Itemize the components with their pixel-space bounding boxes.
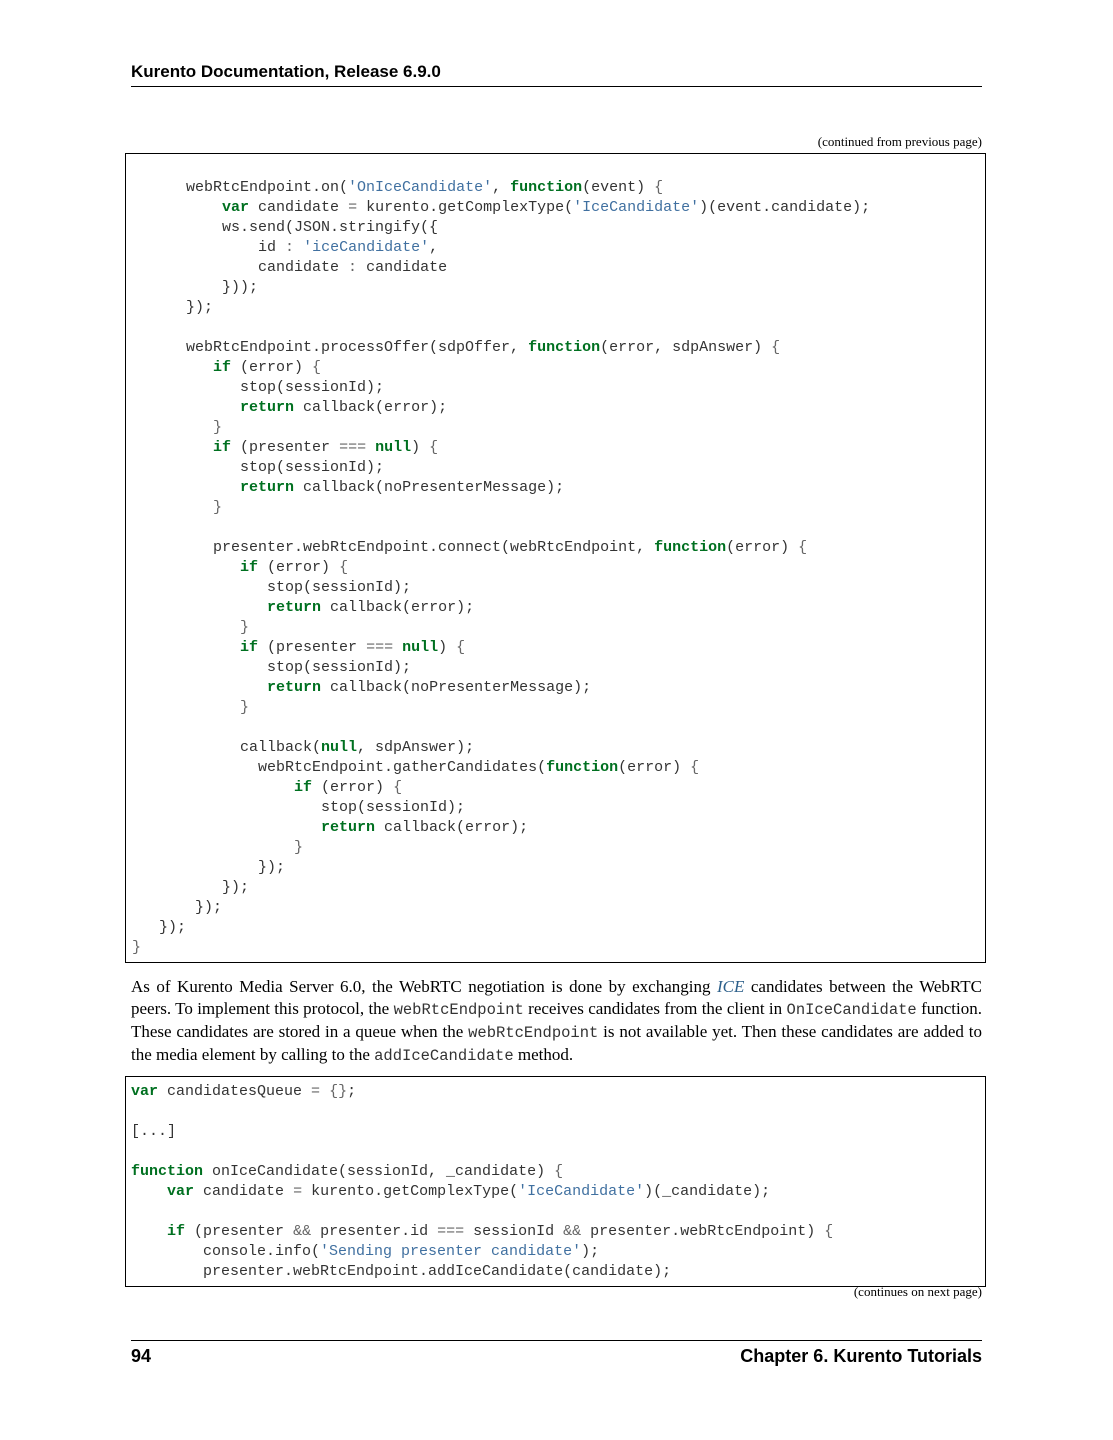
code-line bbox=[132, 839, 303, 856]
code-line bbox=[132, 799, 465, 816]
code-keyword: if bbox=[240, 639, 259, 656]
code-line bbox=[131, 1163, 563, 1180]
paragraph-text: method. bbox=[513, 1045, 574, 1064]
code-text: (error, sdpAnswer) bbox=[600, 339, 772, 356]
inline-code: webRtcEndpoint bbox=[393, 1001, 524, 1019]
code-keyword: if bbox=[213, 439, 232, 456]
code-text bbox=[393, 639, 402, 656]
code-text: kurento.getComplexType( bbox=[302, 1183, 519, 1200]
code-line bbox=[132, 499, 222, 516]
code-text: stop(sessionId); bbox=[132, 579, 412, 596]
code-text bbox=[132, 499, 213, 516]
code-keyword: return bbox=[267, 599, 322, 616]
continues-on-note: (continues on next page) bbox=[853, 1284, 982, 1299]
code-text bbox=[132, 439, 213, 456]
code-operator: { bbox=[554, 1163, 564, 1180]
code-text bbox=[131, 1183, 167, 1200]
code-operator: { bbox=[393, 779, 403, 796]
code-line bbox=[132, 679, 591, 696]
code-text: }); bbox=[132, 299, 214, 316]
code-keyword: function bbox=[131, 1163, 204, 1180]
code-text bbox=[132, 599, 267, 616]
code-block-websocket-handler bbox=[125, 153, 986, 963]
code-keyword: return bbox=[321, 819, 376, 836]
code-line bbox=[132, 579, 411, 596]
code-text: webRtcEndpoint.processOffer(sdpOffer, bbox=[132, 339, 529, 356]
code-keyword: return bbox=[267, 679, 322, 696]
code-text: (presenter bbox=[258, 639, 367, 656]
code-string: 'Sending presenter candidate' bbox=[320, 1243, 582, 1260]
code-operator: } bbox=[213, 419, 223, 436]
code-string: 'IceCandidate' bbox=[518, 1183, 645, 1200]
code-keyword: var bbox=[167, 1183, 195, 1200]
code-text: ) bbox=[438, 639, 457, 656]
code-text: presenter.webRtcEndpoint.addIceCandidate(candidate); bbox=[131, 1263, 672, 1280]
paragraph-text: As of Kurento Media Server 6.0, the WebRTC negotiation is done by exchanging bbox=[131, 977, 717, 996]
code-operator: {} bbox=[329, 1083, 348, 1100]
code-line bbox=[132, 219, 438, 236]
code-text bbox=[132, 199, 222, 216]
code-text: kurento.getComplexType( bbox=[357, 199, 574, 216]
code-line bbox=[131, 1083, 356, 1100]
code-keyword: null bbox=[402, 639, 439, 656]
inline-code: addIceCandidate bbox=[374, 1047, 514, 1065]
code-operator: = bbox=[311, 1083, 321, 1100]
code-text: stop(sessionId); bbox=[132, 379, 385, 396]
code-keyword: null bbox=[375, 439, 412, 456]
code-line bbox=[131, 1243, 599, 1260]
code-operator: === bbox=[339, 439, 367, 456]
code-line bbox=[132, 379, 384, 396]
code-line bbox=[132, 399, 447, 416]
code-line bbox=[131, 1123, 176, 1140]
code-line bbox=[132, 339, 780, 356]
code-line bbox=[132, 819, 528, 836]
code-operator: { bbox=[771, 339, 781, 356]
code-operator: } bbox=[294, 839, 304, 856]
page-number: 94 bbox=[131, 1346, 152, 1366]
code-line bbox=[132, 439, 438, 456]
code-text: presenter.id bbox=[311, 1223, 438, 1240]
code-operator: = bbox=[348, 199, 358, 216]
code-text: ; bbox=[347, 1083, 357, 1100]
code-text: callback(noPresenterMessage); bbox=[294, 479, 565, 496]
code-text: ) bbox=[411, 439, 430, 456]
code-text bbox=[132, 679, 267, 696]
code-operator: { bbox=[824, 1223, 834, 1240]
code-operator: { bbox=[429, 439, 439, 456]
inline-code: webRtcEndpoint bbox=[468, 1024, 599, 1042]
body-paragraph bbox=[131, 976, 982, 1067]
code-operator: { bbox=[798, 539, 808, 556]
code-operator: && bbox=[293, 1223, 312, 1240]
code-operator: { bbox=[312, 359, 322, 376]
paragraph-text: function. These candidates are stored in a queue when the bbox=[131, 999, 983, 1041]
code-string: 'iceCandidate' bbox=[303, 239, 430, 256]
code-line bbox=[132, 199, 870, 216]
code-text: (error) bbox=[618, 759, 691, 776]
code-keyword: if bbox=[294, 779, 313, 796]
paragraph-text: candidates between the WebRTC peers. To implement this protocol, the bbox=[131, 977, 982, 1018]
code-operator: { bbox=[456, 639, 466, 656]
code-text bbox=[132, 559, 240, 576]
code-line bbox=[132, 359, 321, 376]
code-line bbox=[132, 919, 186, 936]
code-text: )(_candidate); bbox=[644, 1183, 771, 1200]
code-text: id bbox=[132, 239, 286, 256]
continued-from-note: (continued from previous page) bbox=[817, 134, 982, 149]
code-line bbox=[132, 619, 249, 636]
code-line bbox=[132, 539, 807, 556]
code-keyword: null bbox=[321, 739, 358, 756]
code-line bbox=[132, 299, 213, 316]
code-text: , bbox=[429, 239, 439, 256]
code-operator: === bbox=[437, 1223, 465, 1240]
code-keyword: function bbox=[546, 759, 619, 776]
code-text: console.info( bbox=[131, 1243, 321, 1260]
code-text: presenter.webRtcEndpoint.connect(webRtcEndpoint, bbox=[132, 539, 655, 556]
code-line bbox=[132, 939, 141, 956]
code-text bbox=[131, 1223, 167, 1240]
code-text: }); bbox=[132, 859, 286, 876]
running-header: Kurento Documentation, Release 6.9.0 bbox=[131, 62, 441, 81]
code-text: candidate bbox=[194, 1183, 294, 1200]
code-text: , bbox=[492, 179, 511, 196]
code-text: webRtcEndpoint.gatherCandidates( bbox=[132, 759, 547, 776]
code-text: }); bbox=[132, 879, 250, 896]
code-listing bbox=[132, 158, 985, 958]
code-text bbox=[132, 639, 240, 656]
code-line bbox=[132, 779, 402, 796]
code-string: 'IceCandidate' bbox=[573, 199, 700, 216]
footer-divider bbox=[131, 1340, 982, 1341]
code-text: }); bbox=[132, 899, 223, 916]
code-operator: { bbox=[339, 559, 349, 576]
code-text bbox=[132, 839, 294, 856]
code-keyword: return bbox=[240, 399, 295, 416]
code-line bbox=[131, 1223, 833, 1240]
code-text bbox=[132, 819, 321, 836]
code-text: candidatesQueue bbox=[158, 1083, 312, 1100]
code-text: candidate bbox=[249, 199, 349, 216]
ice-link[interactable]: ICE bbox=[716, 977, 745, 996]
code-text: })); bbox=[132, 279, 259, 296]
code-text: ws.send(JSON.stringify({ bbox=[132, 219, 439, 236]
code-keyword: var bbox=[222, 199, 250, 216]
code-line bbox=[132, 879, 249, 896]
code-text: (error) bbox=[312, 779, 394, 796]
code-block-ice-candidate bbox=[125, 1076, 986, 1287]
code-text: onIceCandidate(sessionId, _candidate) bbox=[203, 1163, 555, 1180]
code-line bbox=[131, 1263, 671, 1280]
code-text: callback(error); bbox=[321, 599, 475, 616]
code-operator: === bbox=[366, 639, 394, 656]
code-operator: { bbox=[654, 179, 664, 196]
code-operator: : bbox=[348, 259, 358, 276]
code-text: callback( bbox=[132, 739, 322, 756]
code-line bbox=[132, 279, 258, 296]
code-line bbox=[132, 479, 564, 496]
code-keyword: function bbox=[528, 339, 601, 356]
code-listing bbox=[131, 1082, 985, 1282]
code-keyword: function bbox=[654, 539, 727, 556]
code-operator: && bbox=[563, 1223, 582, 1240]
code-operator: } bbox=[132, 939, 142, 956]
code-line bbox=[132, 639, 465, 656]
code-text bbox=[132, 779, 294, 796]
code-text bbox=[132, 359, 213, 376]
code-text bbox=[132, 399, 240, 416]
code-line bbox=[131, 1183, 770, 1200]
code-text: candidate bbox=[132, 259, 349, 276]
code-keyword: if bbox=[213, 359, 232, 376]
code-text bbox=[366, 439, 375, 456]
code-keyword: var bbox=[131, 1083, 159, 1100]
code-line bbox=[132, 239, 438, 256]
code-text: [...] bbox=[131, 1123, 177, 1140]
code-text bbox=[132, 619, 240, 636]
code-text bbox=[132, 699, 240, 716]
code-string: 'OnIceCandidate' bbox=[348, 179, 493, 196]
code-line bbox=[132, 899, 222, 916]
code-line bbox=[132, 739, 474, 756]
code-text: , sdpAnswer); bbox=[357, 739, 475, 756]
code-text: }); bbox=[132, 919, 187, 936]
code-text: (error) bbox=[726, 539, 799, 556]
running-footer bbox=[131, 1346, 982, 1367]
code-operator: = bbox=[293, 1183, 303, 1200]
code-line bbox=[132, 259, 447, 276]
code-text bbox=[320, 1083, 329, 1100]
code-text: callback(error); bbox=[375, 819, 529, 836]
code-text: ); bbox=[581, 1243, 600, 1260]
code-line bbox=[132, 179, 663, 196]
code-line bbox=[132, 419, 222, 436]
chapter-title: Chapter 6. Kurento Tutorials bbox=[740, 1346, 982, 1366]
code-text bbox=[132, 419, 213, 436]
header-divider bbox=[131, 86, 982, 87]
code-operator: } bbox=[240, 699, 250, 716]
code-keyword: return bbox=[240, 479, 295, 496]
code-text: callback(noPresenterMessage); bbox=[321, 679, 592, 696]
code-text: (presenter bbox=[231, 439, 340, 456]
code-keyword: function bbox=[510, 179, 583, 196]
code-text: presenter.webRtcEndpoint) bbox=[581, 1223, 825, 1240]
code-text: (error) bbox=[231, 359, 313, 376]
paragraph-text: is not available yet. Then these candidates are added to the media element by calling to the bbox=[131, 1022, 982, 1064]
paragraph-text: receives candidates from the client in bbox=[523, 999, 787, 1018]
code-text: stop(sessionId); bbox=[132, 459, 385, 476]
inline-code: OnIceCandidate bbox=[786, 1001, 917, 1019]
code-operator: } bbox=[240, 619, 250, 636]
code-operator: : bbox=[285, 239, 295, 256]
code-keyword: if bbox=[167, 1223, 186, 1240]
code-line bbox=[132, 459, 384, 476]
code-operator: { bbox=[690, 759, 700, 776]
code-operator: } bbox=[213, 499, 223, 516]
code-line bbox=[132, 599, 474, 616]
code-text: sessionId bbox=[464, 1223, 564, 1240]
code-text: stop(sessionId); bbox=[132, 799, 466, 816]
code-line bbox=[132, 699, 249, 716]
code-text: (event) bbox=[582, 179, 655, 196]
code-text: callback(error); bbox=[294, 399, 448, 416]
code-line bbox=[132, 859, 285, 876]
code-line bbox=[132, 659, 411, 676]
code-text bbox=[132, 479, 240, 496]
code-line bbox=[132, 559, 348, 576]
code-text: )(event.candidate); bbox=[699, 199, 871, 216]
code-text: (presenter bbox=[185, 1223, 294, 1240]
code-line bbox=[132, 759, 699, 776]
code-text: (error) bbox=[258, 559, 340, 576]
code-keyword: if bbox=[240, 559, 259, 576]
code-text: webRtcEndpoint.on( bbox=[132, 179, 349, 196]
code-text bbox=[294, 239, 303, 256]
code-text: stop(sessionId); bbox=[132, 659, 412, 676]
code-text: candidate bbox=[357, 259, 448, 276]
